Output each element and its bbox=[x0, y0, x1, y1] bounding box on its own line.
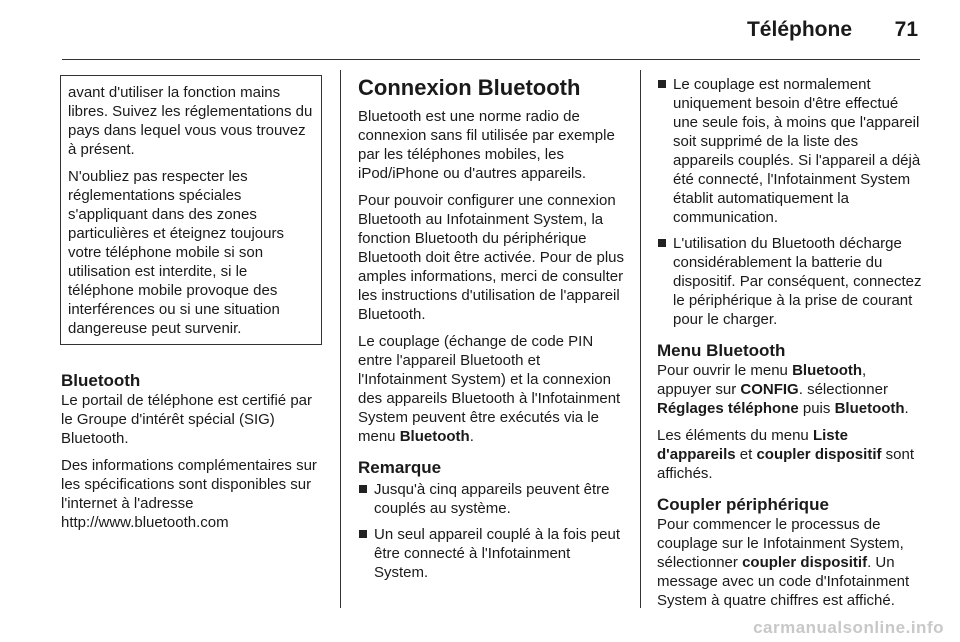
page-number: 71 bbox=[894, 18, 918, 41]
notes-list bbox=[657, 75, 922, 329]
menu-term: Bluetooth bbox=[834, 400, 905, 417]
bullet-square-icon bbox=[359, 485, 367, 493]
bullet-square-icon bbox=[658, 80, 666, 88]
menu-term: Liste d'appareils bbox=[657, 427, 848, 463]
text-span: , appuyer sur bbox=[657, 362, 867, 398]
menu-term: coupler dispositif bbox=[756, 446, 882, 463]
connexion-bluetooth-heading: Connexion Bluetooth bbox=[358, 75, 581, 100]
list-item-text: L'utilisation du Bluetooth décharge considérablement la batterie du dispositif. Par conséquent, connectez le périphérique à la prise de courant pour le charger. bbox=[673, 235, 922, 328]
list-item-text: Jusqu'à cinq appareils peuvent être couplés au système. bbox=[374, 481, 610, 517]
remark-heading: Remarque bbox=[358, 458, 442, 477]
bluetooth-heading: Bluetooth bbox=[61, 371, 141, 390]
text-span: . sélectionner bbox=[798, 381, 888, 398]
remark-list bbox=[358, 480, 624, 582]
menu-term: Réglages téléphone bbox=[657, 400, 799, 417]
menu-term: coupler dispositif bbox=[742, 554, 868, 571]
coupler-paragraph bbox=[657, 515, 922, 610]
bullet-square-icon bbox=[359, 530, 367, 538]
coupler-heading: Coupler périphérique bbox=[657, 495, 829, 514]
column-middle bbox=[358, 75, 624, 589]
list-item-text: Le couplage est normalement uniquement besoin d'être effectué une seule fois, à moins que l'appareil soit supprimé de la liste des appareils couplés. Si l'appareil a déjà été connecté, l'Infotainment System établit automatiquement la communication. bbox=[673, 76, 921, 226]
text-span: sont affichés. bbox=[657, 446, 915, 482]
menu-term-bluetooth: Bluetooth bbox=[399, 428, 470, 445]
list-item-text: Un seul appareil couplé à la fois peut être connecté à l'Infotainment System. bbox=[374, 526, 620, 581]
list-item bbox=[358, 525, 624, 582]
page-header bbox=[0, 0, 960, 62]
menu-paragraph-2 bbox=[657, 426, 922, 483]
list-item bbox=[657, 234, 922, 329]
text-span: Les éléments du menu bbox=[657, 427, 813, 444]
text-span: puis bbox=[798, 400, 835, 417]
column-left bbox=[61, 75, 323, 540]
list-item bbox=[358, 480, 624, 518]
list-item bbox=[657, 75, 922, 227]
column-divider-2 bbox=[640, 70, 641, 608]
warning-paragraph-2: N'oubliez pas respecter les réglementations spéciales s'appliquant dans des zones particulières et éteignez toujours votre téléphone mobile si son utilisation est interdite, si le téléphone mobile provoque des interférences ou si une situation dangereuse peut survenir. bbox=[68, 168, 284, 337]
text-span: . bbox=[904, 400, 909, 417]
connexion-paragraph-3 bbox=[358, 332, 624, 446]
header-divider bbox=[62, 59, 920, 60]
warning-paragraph-1: avant d'utiliser la fonction mains libres. Suivez les réglementations du pays dans lequel vous vous trouvez à présent. bbox=[68, 84, 313, 158]
column-divider-1 bbox=[340, 70, 341, 608]
text-span: . bbox=[469, 428, 474, 445]
watermark: carmanualsonline.info bbox=[753, 618, 944, 637]
button-term-config: CONFIG bbox=[740, 381, 799, 398]
connexion-paragraph-1: Bluetooth est une norme radio de connexion sans fil utilisée par exemple par les téléphones mobiles, les iPod/iPhone ou d'autres appareils. bbox=[358, 108, 615, 182]
text-span: Le couplage (échange de code PIN entre l'appareil Bluetooth et l'Infotainment System) et la connexion des appareils Bluetooth à l'Infotainment System peuvent être exécutés via le menu bbox=[358, 333, 621, 445]
page-title: Téléphone bbox=[746, 18, 852, 41]
menu-bluetooth-heading: Menu Bluetooth bbox=[657, 341, 786, 360]
connexion-paragraph-2: Pour pouvoir configurer une connexion Bluetooth au Infotainment System, la fonction Bluetooth du périphérique Bluetooth doit être activée. Pour de plus amples informations, merci de consulter les instructions d'utilisation de l'appareil Bluetooth. bbox=[358, 192, 625, 323]
menu-paragraph-1 bbox=[657, 361, 922, 418]
text-span: et bbox=[735, 446, 757, 463]
warning-box bbox=[60, 75, 322, 345]
column-right bbox=[657, 75, 922, 618]
text-span: . Un message avec un code d'Infotainment System à quatre chiffres est affiché. bbox=[657, 554, 910, 609]
text-span: Pour commencer le processus de couplage sur le Infotainment System, sélectionner bbox=[657, 516, 904, 571]
bullet-square-icon bbox=[658, 239, 666, 247]
text-span: Pour ouvrir le menu bbox=[657, 362, 793, 379]
bluetooth-paragraph-2: Des informations complémentaires sur les spécifications sont disponibles sur l'internet à l'adresse http://www.bluetooth.com bbox=[61, 457, 317, 531]
menu-term: Bluetooth bbox=[792, 362, 863, 379]
bluetooth-paragraph-1: Le portail de téléphone est certifié par le Groupe d'intérêt spécial (SIG) Bluetooth. bbox=[61, 392, 312, 447]
